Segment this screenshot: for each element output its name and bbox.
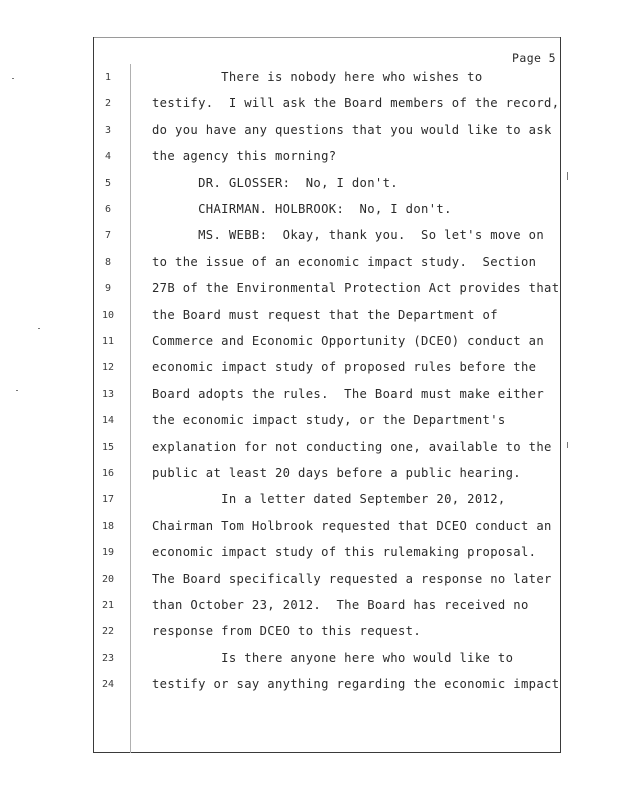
line-text: testify or say anything regarding the economic impact	[152, 677, 560, 692]
scan-speck	[567, 442, 568, 448]
transcript-line	[0, 306, 618, 332]
scan-speck	[567, 172, 568, 180]
transcript-line	[0, 411, 618, 437]
line-text: Board adopts the rules. The Board must make either	[152, 386, 545, 401]
line-number: 18	[101, 520, 115, 532]
transcript-line	[0, 253, 618, 279]
transcript-line	[0, 332, 618, 358]
transcript-line	[0, 68, 618, 94]
line-number: 7	[104, 230, 112, 242]
line-text: the economic impact study, or the Department's	[152, 413, 506, 428]
line-text: the agency this morning?	[152, 149, 337, 164]
transcript-line	[0, 464, 618, 490]
line-text: CHAIRMAN. HOLBROOK: No, I don't.	[152, 202, 452, 216]
line-number: 16	[101, 468, 115, 479]
line-number: 1	[104, 72, 112, 83]
line-number: 23	[101, 652, 115, 664]
line-text: The Board specifically requested a response no later	[152, 571, 552, 586]
line-number: 15	[101, 441, 115, 453]
line-number: 20	[101, 573, 115, 585]
line-number: 13	[101, 388, 115, 400]
line-text: explanation for not conducting one, available to the	[152, 439, 552, 454]
transcript-line	[0, 174, 618, 200]
line-number: 6	[104, 204, 112, 215]
line-text: to the issue of an economic impact study. Section	[152, 254, 537, 269]
transcript-line	[0, 385, 618, 411]
line-text: 27B of the Environmental Protection Act provides that	[152, 281, 560, 296]
transcript-line	[0, 649, 618, 675]
line-number: 8	[104, 256, 112, 268]
line-number: 24	[101, 679, 115, 691]
line-number: 12	[101, 362, 115, 374]
line-text: economic impact study of this rulemaking proposal.	[152, 545, 537, 560]
line-text: do you have any questions that you would like to ask	[152, 122, 552, 137]
transcript-line	[0, 543, 618, 569]
line-text: economic impact study of proposed rules before the	[152, 360, 537, 375]
line-text: response from DCEO to this request.	[152, 624, 422, 639]
page-number: Page 5	[512, 51, 556, 65]
transcript-line	[0, 358, 618, 384]
transcript-line	[0, 438, 618, 464]
line-text: MS. WEBB: Okay, thank you. So let's move on	[152, 228, 545, 243]
transcript-line	[0, 622, 618, 648]
transcript-line	[0, 200, 618, 226]
transcript-line	[0, 121, 618, 147]
line-text: public at least 20 days before a public hearing.	[152, 466, 521, 480]
line-text: Chairman Tom Holbrook requested that DCEO conduct an	[152, 518, 552, 533]
transcript-line	[0, 147, 618, 173]
transcript-line	[0, 517, 618, 543]
line-number: 3	[104, 124, 112, 136]
line-number: 22	[101, 626, 115, 638]
line-text: In a letter dated September 20, 2012,	[152, 492, 506, 507]
transcript-line	[0, 94, 618, 120]
line-number: 2	[104, 98, 112, 110]
scan-speck	[38, 328, 40, 329]
line-text: There is nobody here who wishes to	[152, 70, 483, 84]
line-number: 11	[101, 336, 115, 347]
line-number: 17	[101, 494, 115, 506]
transcript-line	[0, 675, 618, 701]
transcript-line	[0, 279, 618, 305]
line-text: testify. I will ask the Board members of the record,	[152, 96, 560, 111]
scan-speck	[12, 78, 14, 79]
line-text: the Board must request that the Department of	[152, 307, 498, 322]
line-number: 9	[104, 283, 112, 295]
transcript-line	[0, 570, 618, 596]
transcript-line	[0, 490, 618, 516]
line-text: DR. GLOSSER: No, I don't.	[152, 175, 398, 190]
scan-speck	[16, 390, 18, 391]
line-text: than October 23, 2012. The Board has received no	[152, 598, 529, 612]
line-number: 10	[101, 309, 115, 321]
line-number: 4	[104, 151, 112, 163]
line-number: 5	[104, 177, 112, 189]
line-number: 14	[101, 415, 115, 427]
transcript-line	[0, 226, 618, 252]
transcript-line	[0, 596, 618, 622]
line-text: Is there anyone here who would like to	[152, 650, 514, 665]
line-text: Commerce and Economic Opportunity (DCEO) conduct an	[152, 334, 545, 348]
line-number: 21	[101, 600, 115, 611]
line-number: 19	[101, 547, 115, 559]
